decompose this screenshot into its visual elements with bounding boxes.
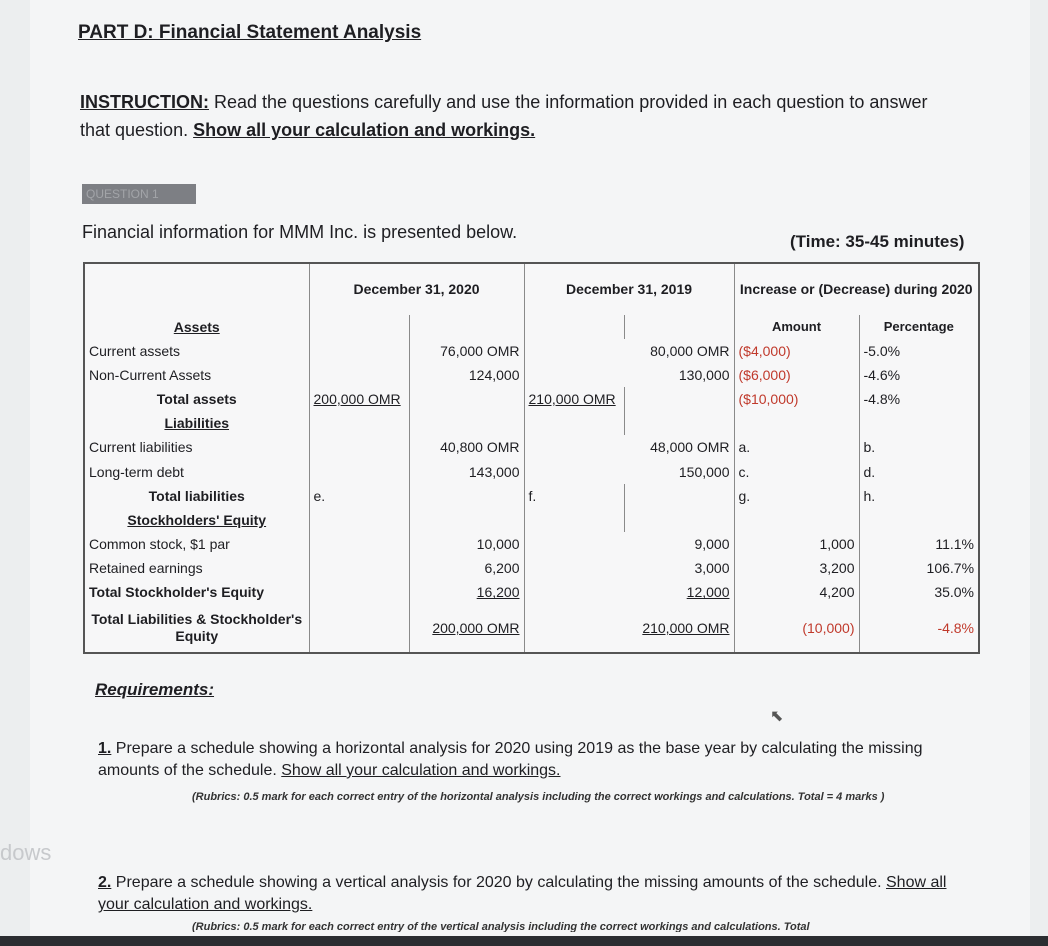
cell-2019-blank-f: f. xyxy=(524,484,624,508)
cell-2020: 143,000 xyxy=(409,460,524,484)
question-2 xyxy=(98,872,968,916)
cell-2020: 124,000 xyxy=(409,363,524,387)
row-label: Total Stockholder's Equity xyxy=(84,580,309,604)
table-row xyxy=(84,387,979,411)
cell-amount: 3,200 xyxy=(734,556,859,580)
instruction-label: INSTRUCTION: xyxy=(80,92,209,112)
instruction-text: Read the questions carefully and use the information provided in each question to answer that question. xyxy=(80,92,928,140)
cell-2019: 3,000 xyxy=(524,556,734,580)
table-row xyxy=(84,363,979,387)
row-label: Total Liabilities & Stockholder's Equity xyxy=(84,605,309,654)
financial-table xyxy=(83,262,980,654)
table-row xyxy=(84,605,979,654)
cell-pct-blank-h: h. xyxy=(859,484,979,508)
cell-amount: 4,200 xyxy=(734,580,859,604)
cell-pct: 35.0% xyxy=(859,580,979,604)
cell-2020: 10,000 xyxy=(409,532,524,556)
row-label: Stockholders' Equity xyxy=(84,508,309,532)
row-label: Current liabilities xyxy=(84,435,309,459)
cell-amount-blank-c: c. xyxy=(734,460,859,484)
question-tag: QUESTION 1 xyxy=(82,184,196,204)
question-1-rubric: (Rubrics: 0.5 mark for each correct entry of the horizontal analysis including the correct workings and calculations. Total = 4 marks ) xyxy=(192,791,885,803)
cell-pct: -5.0% xyxy=(859,339,979,363)
cell-amount-blank-a: a. xyxy=(734,435,859,459)
cell-2020-blank-e: e. xyxy=(309,484,409,508)
page-heading: PART D: Financial Statement Analysis xyxy=(78,22,422,43)
cell-amount: ($6,000) xyxy=(734,363,859,387)
cell-2020: 40,800 OMR xyxy=(409,435,524,459)
cell-2019: 9,000 xyxy=(524,532,734,556)
cell-amount: 1,000 xyxy=(734,532,859,556)
question-1 xyxy=(98,738,968,782)
cell-2019: 80,000 OMR xyxy=(524,339,734,363)
header-change: Increase or (Decrease) during 2020 xyxy=(734,263,979,315)
table-row xyxy=(84,315,979,339)
question-2-text: Prepare a schedule showing a vertical analysis for 2020 by calculating the missing amounts of the schedule. xyxy=(111,874,886,891)
cell-2019: 12,000 xyxy=(524,580,734,604)
cell-amount: ($10,000) xyxy=(734,387,859,411)
row-label: Long-term debt xyxy=(84,460,309,484)
cell-2020: 200,000 OMR xyxy=(409,605,524,654)
table-row xyxy=(84,556,979,580)
question-2-emphasis: Show all your calculation and workings. xyxy=(98,874,947,913)
cell-pct: 11.1% xyxy=(859,532,979,556)
cell-2019: 150,000 xyxy=(524,460,734,484)
worksheet-page xyxy=(30,0,1030,946)
question-2-rubric: (Rubrics: 0.5 mark for each correct entry of the vertical analysis including the correct workings and calculations. Total xyxy=(192,921,810,932)
cell-2019: 210,000 OMR xyxy=(524,605,734,654)
cell-pct: -4.6% xyxy=(859,363,979,387)
question-1-number: 1. xyxy=(98,740,112,757)
instruction-emphasis: Show all your calculation and workings. xyxy=(193,120,536,140)
header-dec-2020: December 31, 2020 xyxy=(309,263,524,315)
row-label: Common stock, $1 par xyxy=(84,532,309,556)
row-label: Current assets xyxy=(84,339,309,363)
header-empty xyxy=(84,263,309,315)
instruction-paragraph xyxy=(80,88,960,144)
cell-pct: 106.7% xyxy=(859,556,979,580)
row-label: Total liabilities xyxy=(84,484,309,508)
requirements-title: Requirements: xyxy=(95,680,215,699)
cell-pct-blank-b: b. xyxy=(859,435,979,459)
table-row xyxy=(84,484,979,508)
table-row xyxy=(84,532,979,556)
header-dec-2019: December 31, 2019 xyxy=(524,263,734,315)
table-row xyxy=(84,435,979,459)
intro-text: Financial information for MMM Inc. is presented below. xyxy=(82,222,518,242)
screen-watermark: dows xyxy=(0,840,52,865)
question-1-emphasis: Show all your calculation and workings. xyxy=(281,762,561,779)
table-header-row xyxy=(84,263,979,315)
table-row xyxy=(84,411,979,435)
cell-amount-blank-g: g. xyxy=(734,484,859,508)
question-2-number: 2. xyxy=(98,874,112,891)
question-1-text: Prepare a schedule showing a horizontal analysis for 2020 using 2019 as the base year by calculating the missing amounts of the schedule. xyxy=(98,740,923,779)
table-row xyxy=(84,508,979,532)
cell-2020: 76,000 OMR xyxy=(409,339,524,363)
table-row xyxy=(84,339,979,363)
cell-amount: (10,000) xyxy=(734,605,859,654)
screen-bottom-bar xyxy=(0,936,1048,946)
table-row xyxy=(84,460,979,484)
cell-2019: 130,000 xyxy=(524,363,734,387)
row-label: Assets xyxy=(84,315,309,339)
cell-2019: 48,000 OMR xyxy=(524,435,734,459)
cell-amount: ($4,000) xyxy=(734,339,859,363)
header-percentage: Percentage xyxy=(859,315,979,339)
cell-2020: 6,200 xyxy=(409,556,524,580)
time-allowance: (Time: 35-45 minutes) xyxy=(790,232,965,251)
cell-pct: -4.8% xyxy=(859,387,979,411)
cell-2020: 16,200 xyxy=(409,580,524,604)
cell-2019-total: 210,000 OMR xyxy=(524,387,624,411)
cell-2020-total: 200,000 OMR xyxy=(309,387,409,411)
header-amount: Amount xyxy=(734,315,859,339)
row-label: Non-Current Assets xyxy=(84,363,309,387)
cell-pct: -4.8% xyxy=(859,605,979,654)
mouse-cursor-icon: ⬉ xyxy=(770,708,784,725)
row-label: Liabilities xyxy=(84,411,309,435)
table-row xyxy=(84,580,979,604)
cell-pct-blank-d: d. xyxy=(859,460,979,484)
row-label: Retained earnings xyxy=(84,556,309,580)
row-label: Total assets xyxy=(84,387,309,411)
